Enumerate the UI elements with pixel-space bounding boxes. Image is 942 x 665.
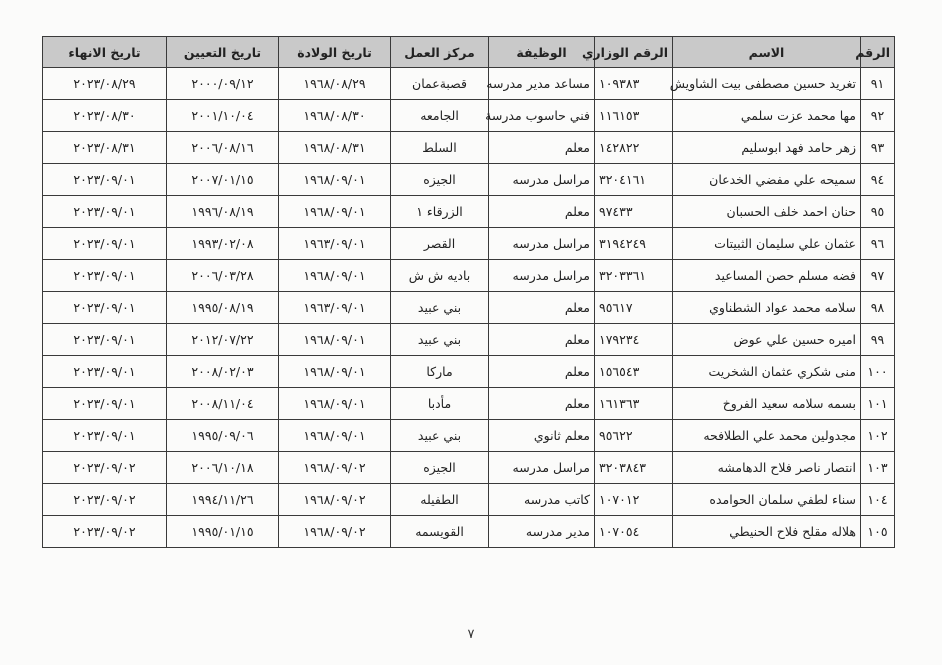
table-row xyxy=(43,196,895,228)
retirement-table xyxy=(42,36,895,548)
header-workplace: مركز العمل xyxy=(391,37,489,68)
cell-workplace: قصبةعمان xyxy=(391,68,489,100)
cell-num: ٩٥ xyxy=(861,196,895,228)
header-end-date: تاريخ الانهاء xyxy=(43,37,167,68)
table-row xyxy=(43,68,895,100)
cell-birth-date: ١٩٦٨/٠٩/٠١ xyxy=(279,164,391,196)
cell-workplace: ماركا xyxy=(391,356,489,388)
cell-workplace: بني عبيد xyxy=(391,292,489,324)
cell-workplace: الجامعه xyxy=(391,100,489,132)
header-num: الرقم xyxy=(861,37,895,68)
cell-ministerial-no: ٩٧٤٣٣ xyxy=(595,196,673,228)
cell-appointment-date: ١٩٩٥/٠٨/١٩ xyxy=(167,292,279,324)
cell-ministerial-no: ١٧٩٢٣٤ xyxy=(595,324,673,356)
cell-num: ١٠٢ xyxy=(861,420,895,452)
table-row xyxy=(43,516,895,548)
cell-num: ٩٤ xyxy=(861,164,895,196)
cell-name: بسمه سلامه سعيد الفروخ xyxy=(673,388,861,420)
table-row xyxy=(43,292,895,324)
cell-num: ٩٦ xyxy=(861,228,895,260)
cell-num: ٩٨ xyxy=(861,292,895,324)
cell-name: حنان احمد خلف الحسبان xyxy=(673,196,861,228)
cell-job: مراسل مدرسه xyxy=(489,228,595,260)
cell-name: سناء لطفي سلمان الحوامده xyxy=(673,484,861,516)
cell-appointment-date: ١٩٩٤/١١/٢٦ xyxy=(167,484,279,516)
cell-name: هلاله مقلح فلاح الحنيطي xyxy=(673,516,861,548)
cell-workplace: باديه ش ش xyxy=(391,260,489,292)
cell-appointment-date: ٢٠١٢/٠٧/٢٢ xyxy=(167,324,279,356)
cell-ministerial-no: ١٤٢٨٢٢ xyxy=(595,132,673,164)
cell-ministerial-no: ٩٥٦٢٢ xyxy=(595,420,673,452)
cell-birth-date: ١٩٦٨/٠٨/٣١ xyxy=(279,132,391,164)
cell-job: مدير مدرسه xyxy=(489,516,595,548)
header-birth-date: تاريخ الولادة xyxy=(279,37,391,68)
cell-name: اميره حسين علي عوض xyxy=(673,324,861,356)
cell-name: مها محمد عزت سلمي xyxy=(673,100,861,132)
cell-ministerial-no: ١٠٧٠١٢ xyxy=(595,484,673,516)
cell-job: معلم xyxy=(489,388,595,420)
cell-appointment-date: ٢٠٠٠/٠٩/١٢ xyxy=(167,68,279,100)
cell-birth-date: ١٩٦٨/٠٨/٢٩ xyxy=(279,68,391,100)
table-row xyxy=(43,260,895,292)
header-ministerial-no: الرقم الوزاري xyxy=(595,37,673,68)
cell-workplace: الطفيله xyxy=(391,484,489,516)
cell-appointment-date: ٢٠٠٨/٠٢/٠٣ xyxy=(167,356,279,388)
cell-num: ٩٩ xyxy=(861,324,895,356)
cell-end-date: ٢٠٢٣/٠٩/٠١ xyxy=(43,356,167,388)
cell-num: ١٠٤ xyxy=(861,484,895,516)
cell-job: معلم xyxy=(489,196,595,228)
cell-name: زهر حامد فهد ابوسليم xyxy=(673,132,861,164)
cell-ministerial-no: ٣٢٠٣٨٤٣ xyxy=(595,452,673,484)
cell-job: كاتب مدرسه xyxy=(489,484,595,516)
cell-workplace: الزرقاء ١ xyxy=(391,196,489,228)
cell-ministerial-no: ١٦١٣٦٣ xyxy=(595,388,673,420)
cell-end-date: ٢٠٢٣/٠٨/٣١ xyxy=(43,132,167,164)
cell-job: فني حاسوب مدرسة xyxy=(489,100,595,132)
cell-birth-date: ١٩٦٨/٠٩/٠١ xyxy=(279,356,391,388)
cell-ministerial-no: ١٠٧٠٥٤ xyxy=(595,516,673,548)
cell-birth-date: ١٩٦٨/٠٩/٠١ xyxy=(279,324,391,356)
cell-appointment-date: ٢٠٠٧/٠١/١٥ xyxy=(167,164,279,196)
cell-birth-date: ١٩٦٨/٠٩/٠١ xyxy=(279,388,391,420)
cell-end-date: ٢٠٢٣/٠٩/٠٢ xyxy=(43,516,167,548)
table-row xyxy=(43,484,895,516)
cell-birth-date: ١٩٦٣/٠٩/٠١ xyxy=(279,228,391,260)
table-row xyxy=(43,388,895,420)
cell-birth-date: ١٩٦٨/٠٩/٠١ xyxy=(279,260,391,292)
header-appointment-date: تاريخ التعيين xyxy=(167,37,279,68)
cell-end-date: ٢٠٢٣/٠٩/٠١ xyxy=(43,292,167,324)
page-number: ٧ xyxy=(467,627,475,642)
table-row xyxy=(43,420,895,452)
cell-birth-date: ١٩٦٨/٠٩/٠٢ xyxy=(279,484,391,516)
table-row xyxy=(43,228,895,260)
cell-end-date: ٢٠٢٣/٠٩/٠١ xyxy=(43,164,167,196)
cell-birth-date: ١٩٦٨/٠٩/٠٢ xyxy=(279,516,391,548)
cell-job: معلم xyxy=(489,356,595,388)
table-row xyxy=(43,164,895,196)
cell-num: ٩٣ xyxy=(861,132,895,164)
table-header xyxy=(43,37,895,68)
cell-workplace: القصر xyxy=(391,228,489,260)
cell-end-date: ٢٠٢٣/٠٩/٠١ xyxy=(43,260,167,292)
cell-appointment-date: ١٩٩٥/٠٩/٠٦ xyxy=(167,420,279,452)
cell-ministerial-no: ٩٥٦١٧ xyxy=(595,292,673,324)
table-row xyxy=(43,356,895,388)
table-row xyxy=(43,452,895,484)
cell-appointment-date: ٢٠٠٨/١١/٠٤ xyxy=(167,388,279,420)
cell-job: مساعد مدير مدرسه xyxy=(489,68,595,100)
cell-num: ٩٢ xyxy=(861,100,895,132)
cell-num: ٩١ xyxy=(861,68,895,100)
cell-birth-date: ١٩٦٨/٠٨/٣٠ xyxy=(279,100,391,132)
cell-birth-date: ١٩٦٨/٠٩/٠١ xyxy=(279,420,391,452)
cell-num: ١٠٠ xyxy=(861,356,895,388)
cell-name: سلامه محمد عواد الشطناوي xyxy=(673,292,861,324)
cell-workplace: السلط xyxy=(391,132,489,164)
cell-end-date: ٢٠٢٣/٠٩/٠٢ xyxy=(43,484,167,516)
cell-name: انتصار ناصر فلاح الدهامشه xyxy=(673,452,861,484)
cell-ministerial-no: ١٠٩٣٨٣ xyxy=(595,68,673,100)
header-name: الاسم xyxy=(673,37,861,68)
cell-end-date: ٢٠٢٣/٠٨/٢٩ xyxy=(43,68,167,100)
cell-workplace: القويسمه xyxy=(391,516,489,548)
cell-end-date: ٢٠٢٣/٠٩/٠١ xyxy=(43,228,167,260)
cell-appointment-date: ٢٠٠٦/٠٣/٢٨ xyxy=(167,260,279,292)
cell-num: ٩٧ xyxy=(861,260,895,292)
cell-workplace: الجيزه xyxy=(391,164,489,196)
cell-name: منى شكري عثمان الشخريت xyxy=(673,356,861,388)
cell-birth-date: ١٩٦٨/٠٩/٠١ xyxy=(279,196,391,228)
cell-job: معلم xyxy=(489,132,595,164)
cell-job: مراسل مدرسه xyxy=(489,452,595,484)
cell-name: عثمان علي سليمان الثبيتات xyxy=(673,228,861,260)
cell-end-date: ٢٠٢٣/٠٩/٠٢ xyxy=(43,452,167,484)
cell-workplace: الجيزه xyxy=(391,452,489,484)
cell-appointment-date: ٢٠٠٦/٠٨/١٦ xyxy=(167,132,279,164)
cell-ministerial-no: ٣٢٠٣٣٦١ xyxy=(595,260,673,292)
cell-appointment-date: ١٩٩٦/٠٨/١٩ xyxy=(167,196,279,228)
cell-ministerial-no: ١١٦١٥٣ xyxy=(595,100,673,132)
cell-appointment-date: ٢٠٠٦/١٠/١٨ xyxy=(167,452,279,484)
cell-workplace: مأدبا xyxy=(391,388,489,420)
cell-job: معلم xyxy=(489,324,595,356)
cell-num: ١٠٥ xyxy=(861,516,895,548)
cell-job: مراسل مدرسه xyxy=(489,260,595,292)
cell-birth-date: ١٩٦٣/٠٩/٠١ xyxy=(279,292,391,324)
cell-job: معلم ثانوي xyxy=(489,420,595,452)
cell-appointment-date: ٢٠٠١/١٠/٠٤ xyxy=(167,100,279,132)
cell-birth-date: ١٩٦٨/٠٩/٠٢ xyxy=(279,452,391,484)
cell-ministerial-no: ٣١٩٤٢٤٩ xyxy=(595,228,673,260)
table-body xyxy=(43,68,895,548)
header-row xyxy=(43,37,895,68)
cell-name: تغريد حسين مصطفى بيت الشاويش xyxy=(673,68,861,100)
cell-end-date: ٢٠٢٣/٠٩/٠١ xyxy=(43,388,167,420)
cell-end-date: ٢٠٢٣/٠٨/٣٠ xyxy=(43,100,167,132)
cell-workplace: بني عبيد xyxy=(391,420,489,452)
cell-name: مجدولين محمد علي الطلافحه xyxy=(673,420,861,452)
cell-name: سميحه علي مفضي الخدعان xyxy=(673,164,861,196)
table-row xyxy=(43,100,895,132)
cell-workplace: بني عبيد xyxy=(391,324,489,356)
cell-ministerial-no: ٣٢٠٤١٦١ xyxy=(595,164,673,196)
cell-appointment-date: ١٩٩٣/٠٢/٠٨ xyxy=(167,228,279,260)
cell-ministerial-no: ١٥٦٥٤٣ xyxy=(595,356,673,388)
table-row xyxy=(43,324,895,356)
header-job: الوظيفة xyxy=(489,37,595,68)
cell-job: مراسل مدرسه xyxy=(489,164,595,196)
cell-num: ١٠٣ xyxy=(861,452,895,484)
cell-num: ١٠١ xyxy=(861,388,895,420)
cell-job: معلم xyxy=(489,292,595,324)
table-row xyxy=(43,132,895,164)
cell-name: فضه مسلم حصن المساعيد xyxy=(673,260,861,292)
cell-end-date: ٢٠٢٣/٠٩/٠١ xyxy=(43,196,167,228)
cell-end-date: ٢٠٢٣/٠٩/٠١ xyxy=(43,324,167,356)
cell-end-date: ٢٠٢٣/٠٩/٠١ xyxy=(43,420,167,452)
cell-appointment-date: ١٩٩٥/٠١/١٥ xyxy=(167,516,279,548)
